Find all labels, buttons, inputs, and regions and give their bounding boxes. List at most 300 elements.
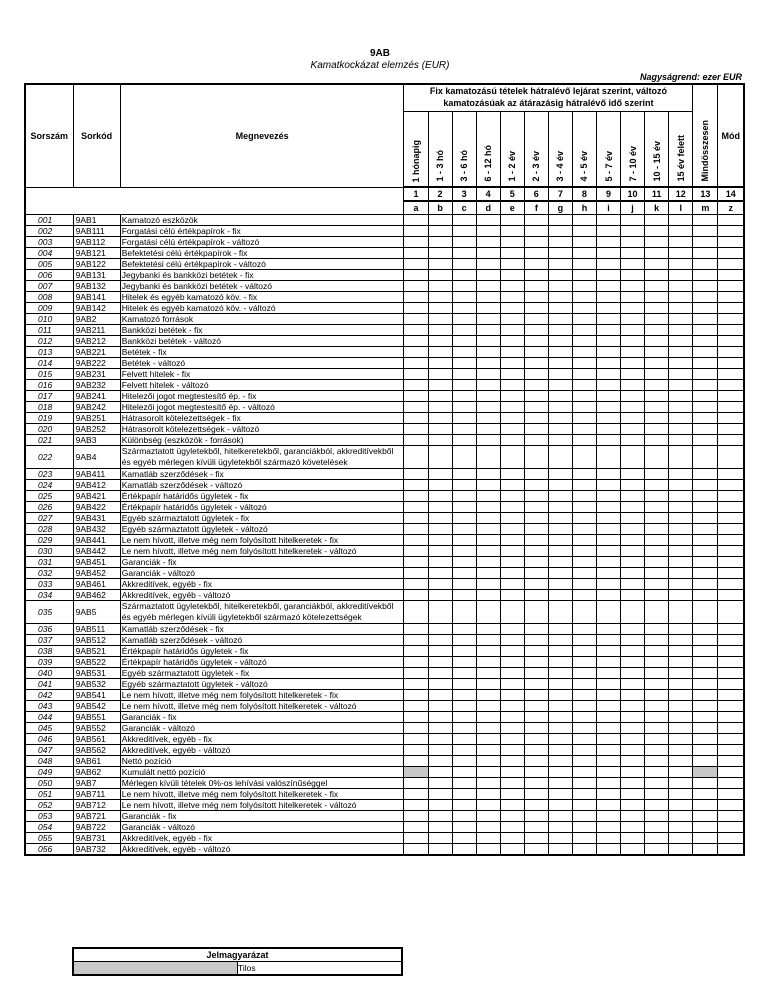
value-cell[interactable] bbox=[693, 756, 718, 767]
value-cell[interactable] bbox=[596, 446, 620, 469]
value-cell[interactable] bbox=[718, 579, 744, 590]
value-cell[interactable] bbox=[669, 270, 693, 281]
value-cell[interactable] bbox=[621, 811, 645, 822]
value-cell[interactable] bbox=[548, 712, 572, 723]
value-cell[interactable] bbox=[500, 701, 524, 712]
value-cell[interactable] bbox=[596, 789, 620, 800]
value-cell[interactable] bbox=[596, 325, 620, 336]
value-cell[interactable] bbox=[452, 624, 476, 635]
value-cell[interactable] bbox=[452, 679, 476, 690]
value-cell[interactable] bbox=[428, 248, 452, 259]
value-cell[interactable] bbox=[428, 568, 452, 579]
value-cell[interactable] bbox=[572, 579, 596, 590]
value-cell[interactable] bbox=[524, 270, 548, 281]
value-cell[interactable] bbox=[500, 369, 524, 380]
value-cell[interactable] bbox=[669, 789, 693, 800]
value-cell[interactable] bbox=[428, 215, 452, 226]
value-cell[interactable] bbox=[572, 513, 596, 524]
value-cell[interactable] bbox=[476, 259, 500, 270]
value-cell[interactable] bbox=[693, 248, 718, 259]
value-cell[interactable] bbox=[500, 590, 524, 601]
value-cell[interactable] bbox=[621, 778, 645, 789]
value-cell[interactable] bbox=[718, 679, 744, 690]
value-cell[interactable] bbox=[621, 657, 645, 668]
value-cell[interactable] bbox=[548, 402, 572, 413]
value-cell[interactable] bbox=[428, 446, 452, 469]
value-cell[interactable] bbox=[524, 635, 548, 646]
value-cell[interactable] bbox=[572, 734, 596, 745]
value-cell[interactable] bbox=[524, 579, 548, 590]
value-cell[interactable] bbox=[404, 380, 428, 391]
value-cell[interactable] bbox=[548, 811, 572, 822]
value-cell[interactable] bbox=[621, 491, 645, 502]
value-cell[interactable] bbox=[500, 491, 524, 502]
value-cell[interactable] bbox=[500, 446, 524, 469]
value-cell[interactable] bbox=[669, 646, 693, 657]
value-cell[interactable] bbox=[718, 502, 744, 513]
value-cell[interactable] bbox=[718, 325, 744, 336]
value-cell[interactable] bbox=[548, 800, 572, 811]
value-cell[interactable] bbox=[645, 281, 669, 292]
value-cell[interactable] bbox=[572, 215, 596, 226]
value-cell[interactable] bbox=[718, 435, 744, 446]
value-cell[interactable] bbox=[404, 480, 428, 491]
value-cell[interactable] bbox=[548, 624, 572, 635]
value-cell[interactable] bbox=[476, 237, 500, 248]
value-cell[interactable] bbox=[476, 413, 500, 424]
value-cell[interactable] bbox=[693, 446, 718, 469]
value-cell[interactable] bbox=[452, 745, 476, 756]
value-cell[interactable] bbox=[428, 270, 452, 281]
value-cell[interactable] bbox=[452, 557, 476, 568]
value-cell[interactable] bbox=[596, 424, 620, 435]
value-cell[interactable] bbox=[669, 624, 693, 635]
value-cell[interactable] bbox=[524, 546, 548, 557]
value-cell[interactable] bbox=[428, 502, 452, 513]
value-cell[interactable] bbox=[693, 734, 718, 745]
value-cell[interactable] bbox=[500, 657, 524, 668]
value-cell[interactable] bbox=[645, 800, 669, 811]
value-cell[interactable] bbox=[669, 513, 693, 524]
value-cell[interactable] bbox=[428, 513, 452, 524]
value-cell[interactable] bbox=[693, 701, 718, 712]
value-cell[interactable] bbox=[572, 535, 596, 546]
value-cell[interactable] bbox=[404, 402, 428, 413]
value-cell[interactable] bbox=[645, 292, 669, 303]
value-cell[interactable] bbox=[718, 513, 744, 524]
value-cell[interactable] bbox=[428, 259, 452, 270]
value-cell[interactable] bbox=[452, 303, 476, 314]
value-cell[interactable] bbox=[476, 391, 500, 402]
value-cell[interactable] bbox=[669, 502, 693, 513]
value-cell[interactable] bbox=[693, 789, 718, 800]
value-cell[interactable] bbox=[621, 259, 645, 270]
value-cell[interactable] bbox=[548, 635, 572, 646]
value-cell[interactable] bbox=[428, 767, 452, 778]
value-cell[interactable] bbox=[693, 833, 718, 844]
value-cell[interactable] bbox=[476, 435, 500, 446]
value-cell[interactable] bbox=[500, 568, 524, 579]
value-cell[interactable] bbox=[452, 657, 476, 668]
value-cell[interactable] bbox=[452, 844, 476, 856]
value-cell[interactable] bbox=[693, 424, 718, 435]
value-cell[interactable] bbox=[572, 402, 596, 413]
value-cell[interactable] bbox=[548, 380, 572, 391]
value-cell[interactable] bbox=[572, 800, 596, 811]
value-cell[interactable] bbox=[500, 789, 524, 800]
value-cell[interactable] bbox=[548, 513, 572, 524]
value-cell[interactable] bbox=[476, 380, 500, 391]
value-cell[interactable] bbox=[404, 270, 428, 281]
value-cell[interactable] bbox=[693, 690, 718, 701]
value-cell[interactable] bbox=[524, 844, 548, 856]
value-cell[interactable] bbox=[548, 480, 572, 491]
value-cell[interactable] bbox=[621, 734, 645, 745]
value-cell[interactable] bbox=[524, 601, 548, 624]
value-cell[interactable] bbox=[669, 226, 693, 237]
value-cell[interactable] bbox=[596, 601, 620, 624]
value-cell[interactable] bbox=[718, 491, 744, 502]
value-cell[interactable] bbox=[693, 314, 718, 325]
value-cell[interactable] bbox=[693, 568, 718, 579]
value-cell[interactable] bbox=[718, 303, 744, 314]
value-cell[interactable] bbox=[548, 579, 572, 590]
value-cell[interactable] bbox=[452, 369, 476, 380]
value-cell[interactable] bbox=[596, 215, 620, 226]
value-cell[interactable] bbox=[718, 524, 744, 535]
value-cell[interactable] bbox=[621, 358, 645, 369]
value-cell[interactable] bbox=[548, 822, 572, 833]
value-cell[interactable] bbox=[645, 424, 669, 435]
value-cell[interactable] bbox=[452, 833, 476, 844]
value-cell[interactable] bbox=[645, 237, 669, 248]
value-cell[interactable] bbox=[452, 480, 476, 491]
value-cell[interactable] bbox=[669, 358, 693, 369]
value-cell[interactable] bbox=[693, 546, 718, 557]
value-cell[interactable] bbox=[524, 292, 548, 303]
value-cell[interactable] bbox=[693, 646, 718, 657]
value-cell[interactable] bbox=[548, 292, 572, 303]
value-cell[interactable] bbox=[621, 270, 645, 281]
value-cell[interactable] bbox=[645, 557, 669, 568]
value-cell[interactable] bbox=[596, 402, 620, 413]
value-cell[interactable] bbox=[452, 822, 476, 833]
value-cell[interactable] bbox=[404, 303, 428, 314]
value-cell[interactable] bbox=[693, 380, 718, 391]
value-cell[interactable] bbox=[645, 248, 669, 259]
value-cell[interactable] bbox=[621, 668, 645, 679]
value-cell[interactable] bbox=[596, 248, 620, 259]
value-cell[interactable] bbox=[621, 844, 645, 856]
value-cell[interactable] bbox=[500, 601, 524, 624]
value-cell[interactable] bbox=[452, 502, 476, 513]
value-cell[interactable] bbox=[452, 336, 476, 347]
value-cell[interactable] bbox=[548, 281, 572, 292]
value-cell[interactable] bbox=[548, 446, 572, 469]
value-cell[interactable] bbox=[572, 480, 596, 491]
value-cell[interactable] bbox=[621, 513, 645, 524]
value-cell[interactable] bbox=[718, 568, 744, 579]
value-cell[interactable] bbox=[645, 844, 669, 856]
value-cell[interactable] bbox=[476, 358, 500, 369]
value-cell[interactable] bbox=[476, 624, 500, 635]
value-cell[interactable] bbox=[718, 369, 744, 380]
value-cell[interactable] bbox=[428, 292, 452, 303]
value-cell[interactable] bbox=[669, 314, 693, 325]
value-cell[interactable] bbox=[669, 446, 693, 469]
value-cell[interactable] bbox=[428, 657, 452, 668]
value-cell[interactable] bbox=[693, 800, 718, 811]
value-cell[interactable] bbox=[718, 446, 744, 469]
value-cell[interactable] bbox=[718, 281, 744, 292]
value-cell[interactable] bbox=[572, 679, 596, 690]
value-cell[interactable] bbox=[693, 347, 718, 358]
value-cell[interactable] bbox=[693, 668, 718, 679]
value-cell[interactable] bbox=[596, 635, 620, 646]
value-cell[interactable] bbox=[428, 491, 452, 502]
value-cell[interactable] bbox=[476, 347, 500, 358]
value-cell[interactable] bbox=[693, 502, 718, 513]
value-cell[interactable] bbox=[524, 413, 548, 424]
value-cell[interactable] bbox=[524, 325, 548, 336]
value-cell[interactable] bbox=[645, 701, 669, 712]
value-cell[interactable] bbox=[452, 535, 476, 546]
value-cell[interactable] bbox=[500, 259, 524, 270]
value-cell[interactable] bbox=[596, 369, 620, 380]
value-cell[interactable] bbox=[524, 833, 548, 844]
value-cell[interactable] bbox=[404, 391, 428, 402]
value-cell[interactable] bbox=[718, 469, 744, 480]
value-cell[interactable] bbox=[428, 811, 452, 822]
value-cell[interactable] bbox=[452, 734, 476, 745]
value-cell[interactable] bbox=[572, 822, 596, 833]
value-cell[interactable] bbox=[693, 413, 718, 424]
value-cell[interactable] bbox=[500, 811, 524, 822]
value-cell[interactable] bbox=[524, 557, 548, 568]
value-cell[interactable] bbox=[645, 336, 669, 347]
value-cell[interactable] bbox=[596, 281, 620, 292]
value-cell[interactable] bbox=[645, 314, 669, 325]
value-cell[interactable] bbox=[428, 336, 452, 347]
value-cell[interactable] bbox=[452, 380, 476, 391]
value-cell[interactable] bbox=[452, 424, 476, 435]
value-cell[interactable] bbox=[621, 833, 645, 844]
value-cell[interactable] bbox=[452, 270, 476, 281]
value-cell[interactable] bbox=[718, 844, 744, 856]
value-cell[interactable] bbox=[669, 292, 693, 303]
value-cell[interactable] bbox=[548, 358, 572, 369]
value-cell[interactable] bbox=[524, 657, 548, 668]
value-cell[interactable] bbox=[524, 524, 548, 535]
value-cell[interactable] bbox=[428, 844, 452, 856]
value-cell[interactable] bbox=[596, 524, 620, 535]
value-cell[interactable] bbox=[476, 690, 500, 701]
value-cell[interactable] bbox=[428, 480, 452, 491]
value-cell[interactable] bbox=[452, 701, 476, 712]
value-cell[interactable] bbox=[572, 391, 596, 402]
value-cell[interactable] bbox=[596, 822, 620, 833]
value-cell[interactable] bbox=[645, 435, 669, 446]
value-cell[interactable] bbox=[428, 413, 452, 424]
value-cell[interactable] bbox=[621, 590, 645, 601]
value-cell[interactable] bbox=[572, 259, 596, 270]
value-cell[interactable] bbox=[404, 568, 428, 579]
value-cell[interactable] bbox=[500, 778, 524, 789]
value-cell[interactable] bbox=[452, 347, 476, 358]
value-cell[interactable] bbox=[572, 789, 596, 800]
value-cell[interactable] bbox=[404, 557, 428, 568]
value-cell[interactable] bbox=[548, 248, 572, 259]
value-cell[interactable] bbox=[645, 369, 669, 380]
value-cell[interactable] bbox=[693, 635, 718, 646]
value-cell[interactable] bbox=[596, 679, 620, 690]
value-cell[interactable] bbox=[718, 380, 744, 391]
value-cell[interactable] bbox=[572, 325, 596, 336]
value-cell[interactable] bbox=[404, 358, 428, 369]
value-cell[interactable] bbox=[500, 524, 524, 535]
value-cell[interactable] bbox=[428, 833, 452, 844]
value-cell[interactable] bbox=[404, 601, 428, 624]
value-cell[interactable] bbox=[645, 502, 669, 513]
value-cell[interactable] bbox=[404, 789, 428, 800]
value-cell[interactable] bbox=[669, 767, 693, 778]
value-cell[interactable] bbox=[476, 513, 500, 524]
value-cell[interactable] bbox=[572, 745, 596, 756]
value-cell[interactable] bbox=[452, 524, 476, 535]
value-cell[interactable] bbox=[452, 413, 476, 424]
value-cell[interactable] bbox=[548, 325, 572, 336]
value-cell[interactable] bbox=[572, 314, 596, 325]
value-cell[interactable] bbox=[645, 446, 669, 469]
value-cell[interactable] bbox=[693, 811, 718, 822]
value-cell[interactable] bbox=[476, 789, 500, 800]
value-cell[interactable] bbox=[404, 336, 428, 347]
value-cell[interactable] bbox=[693, 590, 718, 601]
value-cell[interactable] bbox=[645, 833, 669, 844]
value-cell[interactable] bbox=[669, 734, 693, 745]
value-cell[interactable] bbox=[404, 491, 428, 502]
value-cell[interactable] bbox=[524, 767, 548, 778]
value-cell[interactable] bbox=[718, 215, 744, 226]
value-cell[interactable] bbox=[669, 491, 693, 502]
value-cell[interactable] bbox=[645, 513, 669, 524]
value-cell[interactable] bbox=[693, 579, 718, 590]
value-cell[interactable] bbox=[621, 822, 645, 833]
value-cell[interactable] bbox=[524, 646, 548, 657]
value-cell[interactable] bbox=[500, 745, 524, 756]
value-cell[interactable] bbox=[500, 646, 524, 657]
value-cell[interactable] bbox=[548, 590, 572, 601]
value-cell[interactable] bbox=[596, 391, 620, 402]
value-cell[interactable] bbox=[645, 226, 669, 237]
value-cell[interactable] bbox=[548, 502, 572, 513]
value-cell[interactable] bbox=[669, 833, 693, 844]
value-cell[interactable] bbox=[718, 391, 744, 402]
value-cell[interactable] bbox=[452, 469, 476, 480]
value-cell[interactable] bbox=[669, 822, 693, 833]
value-cell[interactable] bbox=[718, 358, 744, 369]
value-cell[interactable] bbox=[524, 314, 548, 325]
value-cell[interactable] bbox=[452, 281, 476, 292]
value-cell[interactable] bbox=[572, 226, 596, 237]
value-cell[interactable] bbox=[596, 657, 620, 668]
value-cell[interactable] bbox=[669, 402, 693, 413]
value-cell[interactable] bbox=[669, 248, 693, 259]
value-cell[interactable] bbox=[548, 557, 572, 568]
value-cell[interactable] bbox=[548, 303, 572, 314]
value-cell[interactable] bbox=[548, 734, 572, 745]
value-cell[interactable] bbox=[645, 601, 669, 624]
value-cell[interactable] bbox=[404, 413, 428, 424]
value-cell[interactable] bbox=[524, 281, 548, 292]
value-cell[interactable] bbox=[669, 800, 693, 811]
value-cell[interactable] bbox=[693, 325, 718, 336]
value-cell[interactable] bbox=[621, 690, 645, 701]
value-cell[interactable] bbox=[500, 248, 524, 259]
value-cell[interactable] bbox=[572, 546, 596, 557]
value-cell[interactable] bbox=[596, 347, 620, 358]
value-cell[interactable] bbox=[548, 601, 572, 624]
value-cell[interactable] bbox=[524, 590, 548, 601]
value-cell[interactable] bbox=[452, 568, 476, 579]
value-cell[interactable] bbox=[452, 712, 476, 723]
value-cell[interactable] bbox=[548, 789, 572, 800]
value-cell[interactable] bbox=[476, 712, 500, 723]
value-cell[interactable] bbox=[645, 347, 669, 358]
value-cell[interactable] bbox=[572, 237, 596, 248]
value-cell[interactable] bbox=[693, 723, 718, 734]
value-cell[interactable] bbox=[596, 712, 620, 723]
value-cell[interactable] bbox=[524, 734, 548, 745]
value-cell[interactable] bbox=[476, 369, 500, 380]
value-cell[interactable] bbox=[452, 690, 476, 701]
value-cell[interactable] bbox=[621, 800, 645, 811]
value-cell[interactable] bbox=[404, 822, 428, 833]
value-cell[interactable] bbox=[669, 579, 693, 590]
value-cell[interactable] bbox=[621, 756, 645, 767]
value-cell[interactable] bbox=[572, 557, 596, 568]
value-cell[interactable] bbox=[621, 546, 645, 557]
value-cell[interactable] bbox=[524, 391, 548, 402]
value-cell[interactable] bbox=[500, 679, 524, 690]
value-cell[interactable] bbox=[645, 480, 669, 491]
value-cell[interactable] bbox=[404, 833, 428, 844]
value-cell[interactable] bbox=[452, 325, 476, 336]
value-cell[interactable] bbox=[669, 811, 693, 822]
value-cell[interactable] bbox=[596, 756, 620, 767]
value-cell[interactable] bbox=[404, 734, 428, 745]
value-cell[interactable] bbox=[596, 579, 620, 590]
value-cell[interactable] bbox=[621, 380, 645, 391]
value-cell[interactable] bbox=[621, 579, 645, 590]
value-cell[interactable] bbox=[718, 646, 744, 657]
value-cell[interactable] bbox=[500, 579, 524, 590]
value-cell[interactable] bbox=[476, 811, 500, 822]
value-cell[interactable] bbox=[404, 690, 428, 701]
value-cell[interactable] bbox=[500, 413, 524, 424]
value-cell[interactable] bbox=[645, 215, 669, 226]
value-cell[interactable] bbox=[524, 402, 548, 413]
value-cell[interactable] bbox=[621, 502, 645, 513]
value-cell[interactable] bbox=[404, 811, 428, 822]
value-cell[interactable] bbox=[500, 557, 524, 568]
value-cell[interactable] bbox=[621, 391, 645, 402]
value-cell[interactable] bbox=[572, 833, 596, 844]
value-cell[interactable] bbox=[476, 424, 500, 435]
value-cell[interactable] bbox=[428, 723, 452, 734]
value-cell[interactable] bbox=[404, 237, 428, 248]
value-cell[interactable] bbox=[428, 380, 452, 391]
